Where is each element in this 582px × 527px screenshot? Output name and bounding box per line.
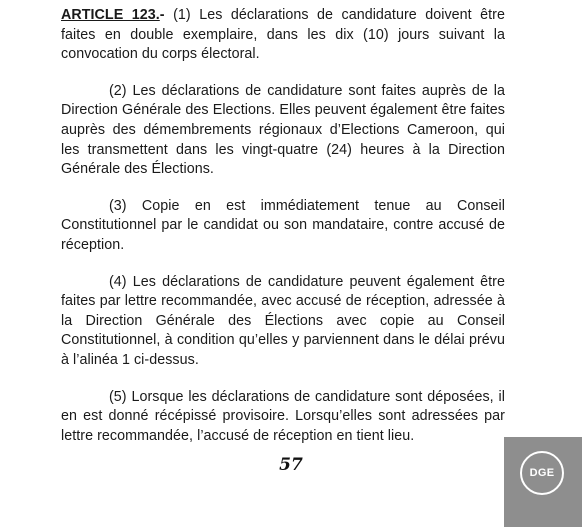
paragraph-4: (4) Les déclarations de candidature peuvent également être faites par lettre recommandée, avec accusé de réception, adressée à la Direction Générale des Élections avec copie au Conseil Constitutionnel, à condition qu’elles y parviennent dans le délai prévu à l’alinéa 1 ci-dessus.: [61, 273, 505, 368]
side-tab: [504, 437, 582, 527]
article-label: ARTICLE 123.: [61, 7, 160, 23]
article-body: [61, 6, 505, 463]
paragraph-3: (3) Copie en est immédiatement tenue au Conseil Constitutionnel par le candidat ou son mandataire, contre accusé de réception.: [61, 197, 505, 253]
logo-text: DGE: [529, 467, 555, 479]
article-separator: -: [159, 7, 174, 23]
paragraph-5: (5) Lorsque les déclarations de candidature sont déposées, il en est donné récépissé provisoire. Lorsqu’elles sont adressées par lettre recommandée, l’accusé de réception en tient lieu.: [61, 388, 505, 444]
dge-logo-icon: [520, 451, 564, 495]
paragraph-1: [61, 6, 505, 65]
paragraph-2: (2) Les déclarations de candidature sont faites auprès de la Direction Générale des Elections. Elles peuvent également être faites auprès des démembrements régionaux d’Elections Cameroon, qui les transmettent dans les vingt-quatre (24) heures à la Direction Générale des Élections.: [61, 82, 505, 178]
page-number: 57: [279, 455, 303, 475]
paragraph-1-text: (1) Les déclarations de candidature doivent être faites en double exemplaire, dans les dix (10) jours suivant la convocation du corps électoral.: [61, 7, 505, 63]
